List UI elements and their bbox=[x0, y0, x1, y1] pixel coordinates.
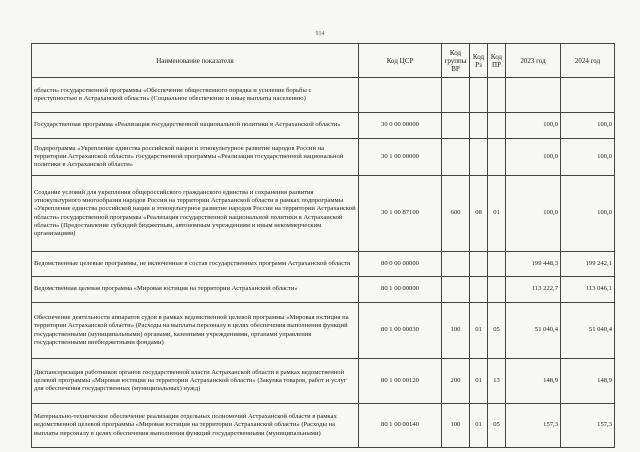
row-2024: 113 046,1 bbox=[561, 277, 615, 303]
row-2023 bbox=[506, 78, 561, 113]
row-csr: 80 0 00 00000 bbox=[359, 252, 442, 277]
row-pr: 13 bbox=[488, 359, 506, 404]
row-pr: 01 bbox=[488, 176, 506, 252]
row-csr: 80 1 00 00030 bbox=[359, 303, 442, 359]
row-vr bbox=[442, 78, 470, 113]
table-row bbox=[32, 139, 615, 176]
table-row bbox=[32, 252, 615, 277]
table-row bbox=[32, 78, 615, 113]
row-rz bbox=[470, 139, 488, 176]
row-2023: 100,0 bbox=[506, 139, 561, 176]
table-row bbox=[32, 176, 615, 252]
row-vr bbox=[442, 113, 470, 139]
row-csr: 30 1 00 00000 bbox=[359, 139, 442, 176]
header-name: Наименование показателя bbox=[32, 44, 359, 78]
row-name: Ведомственная целевая программа «Мировая юстиция на территории Астраханской области» bbox=[32, 277, 359, 303]
row-pr bbox=[488, 78, 506, 113]
table-row bbox=[32, 303, 615, 359]
row-vr bbox=[442, 277, 470, 303]
row-2023: 100,0 bbox=[506, 176, 561, 252]
header-vr: Код группы ВР bbox=[442, 44, 470, 78]
row-csr: 30 0 00 00000 bbox=[359, 113, 442, 139]
row-pr bbox=[488, 113, 506, 139]
header-2023: 2023 год bbox=[506, 44, 561, 78]
row-2023: 100,0 bbox=[506, 113, 561, 139]
row-rz: 01 bbox=[470, 359, 488, 404]
table-row bbox=[32, 277, 615, 303]
row-2023: 51 040,4 bbox=[506, 303, 561, 359]
row-2024: 148,9 bbox=[561, 359, 615, 404]
row-name: Диспансеризация работников органов государственной власти Астраханской области в рамках ведомственной целевой программы «Мировая юстиция на территории Астраханской области» (Закупка товаров, работ и услуг для обеспечения государственных (муниципальных) нужд) bbox=[32, 359, 359, 404]
row-2024: 51 040,4 bbox=[561, 303, 615, 359]
row-rz bbox=[470, 277, 488, 303]
row-2024: 100,0 bbox=[561, 176, 615, 252]
row-name: Создание условий для укрепления общероссийского гражданского единства и сохранения развития этнокультурного многообразия народов России на территории Астраханской области в рамках подпрограммы «Укрепление единства российской нации и этнокультурное развитие народов России на территории Астраханской области» государственной программы «Реализация государственной национальной политики в Астраханской области» (Предоставление субсидий бюджетным, автономным учреждениям и иным некоммерческим организациям) bbox=[32, 176, 359, 252]
row-name: Материально-техническое обеспечение реализации отдельных полномочий Астраханской области в рамках ведомственной целевой программы «Мировая юстиция на территории Астраханской области» (Расходы на выплаты персоналу в целях обеспечения выполнения функций государственными (муниципальными) bbox=[32, 404, 359, 448]
row-csr: 80 1 00 00120 bbox=[359, 359, 442, 404]
row-rz bbox=[470, 252, 488, 277]
row-2023: 148,9 bbox=[506, 359, 561, 404]
row-vr: 600 bbox=[442, 176, 470, 252]
page-number: 914 bbox=[315, 31, 325, 37]
row-rz: 01 bbox=[470, 404, 488, 448]
row-pr bbox=[488, 277, 506, 303]
table-row bbox=[32, 359, 615, 404]
row-pr: 05 bbox=[488, 404, 506, 448]
row-name: Государственная программа «Реализация государственной национальной политики в Астраханской области» bbox=[32, 113, 359, 139]
header-csr: Код ЦСР bbox=[359, 44, 442, 78]
row-2023: 113 222,7 bbox=[506, 277, 561, 303]
row-name: области» государственной программы «Обеспечение общественного порядка и усиление борьбы с преступностью в Астраханской области» (Социальное обеспечение и иные выплаты населению) bbox=[32, 78, 359, 113]
table-row bbox=[32, 404, 615, 448]
row-vr: 100 bbox=[442, 404, 470, 448]
row-name: Ведомственные целевые программы, не включенные в состав государственных программ Астраханской области bbox=[32, 252, 359, 277]
row-pr: 05 bbox=[488, 303, 506, 359]
row-name: Обеспечение деятельности аппаратов судов в рамках ведомственной целевой программы «Мировая юстиция на территории Астраханской области» (Расходы на выплаты персоналу в целях обеспечения выполнения функций государственными (муниципальными) органами, казенными учреждениями, органами управления государственными внебюджетными фондами) bbox=[32, 303, 359, 359]
table-row bbox=[32, 113, 615, 139]
budget-table bbox=[31, 43, 615, 448]
row-rz bbox=[470, 113, 488, 139]
row-csr bbox=[359, 78, 442, 113]
row-vr: 100 bbox=[442, 303, 470, 359]
row-2024: 199 242,1 bbox=[561, 252, 615, 277]
row-rz: 01 bbox=[470, 303, 488, 359]
header-2024: 2024 год bbox=[561, 44, 615, 78]
header-pr: Код ПР bbox=[488, 44, 506, 78]
row-name: Подпрограмма «Укрепление единства российской нации и этнокультурное развитие народов России на территории Астраханской области» государственной программы «Реализация государственной национальной политики в Астраханской области» bbox=[32, 139, 359, 176]
row-pr bbox=[488, 252, 506, 277]
row-rz: 08 bbox=[470, 176, 488, 252]
header-rz: Код Рз bbox=[470, 44, 488, 78]
row-csr: 80 1 00 00140 bbox=[359, 404, 442, 448]
row-vr bbox=[442, 139, 470, 176]
row-csr: 80 1 00 00000 bbox=[359, 277, 442, 303]
row-csr: 30 1 00 87100 bbox=[359, 176, 442, 252]
header-row bbox=[32, 44, 615, 78]
row-2024: 100,0 bbox=[561, 113, 615, 139]
row-2023: 199 448,3 bbox=[506, 252, 561, 277]
row-vr: 200 bbox=[442, 359, 470, 404]
row-2024: 100,0 bbox=[561, 139, 615, 176]
row-pr bbox=[488, 139, 506, 176]
row-2024 bbox=[561, 78, 615, 113]
row-2023: 157,3 bbox=[506, 404, 561, 448]
row-vr bbox=[442, 252, 470, 277]
row-rz bbox=[470, 78, 488, 113]
row-2024: 157,3 bbox=[561, 404, 615, 448]
